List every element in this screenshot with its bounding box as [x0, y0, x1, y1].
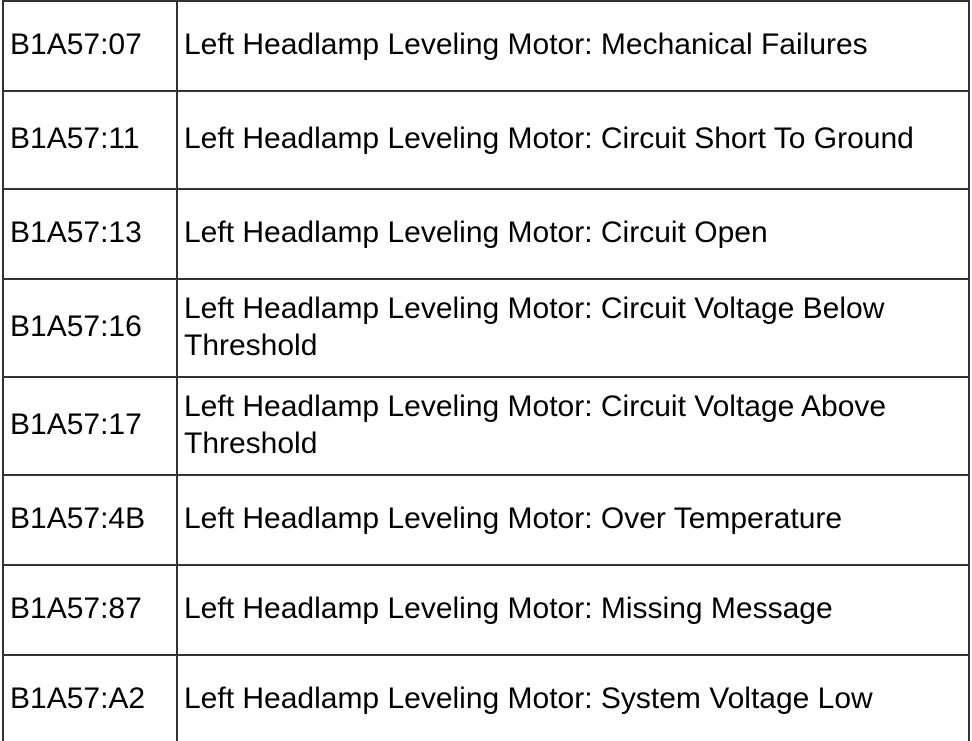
dtc-code: B1A57:07	[3, 1, 177, 91]
dtc-code: B1A57:16	[3, 279, 177, 377]
table-row	[3, 279, 969, 377]
dtc-description: Left Headlamp Leveling Motor: Circuit Open	[177, 189, 969, 279]
dtc-code: B1A57:4B	[3, 475, 177, 565]
table-row	[3, 475, 969, 565]
dtc-code: B1A57:A2	[3, 655, 177, 741]
dtc-code: B1A57:87	[3, 565, 177, 655]
dtc-description: Left Headlamp Leveling Motor: Circuit Short To Ground	[177, 91, 969, 189]
dtc-table-body	[3, 0, 969, 741]
table-row	[3, 91, 969, 189]
dtc-description: Left Headlamp Leveling Motor: Circuit Voltage Above Threshold	[177, 377, 969, 475]
dtc-description: Left Headlamp Leveling Motor: Mechanical Failures	[177, 1, 969, 91]
table-row	[3, 377, 969, 475]
dtc-description: Left Headlamp Leveling Motor: Circuit Voltage Below Threshold	[177, 279, 969, 377]
dtc-code-table	[2, 0, 970, 741]
dtc-description: Left Headlamp Leveling Motor: Over Temperature	[177, 475, 969, 565]
dtc-code: B1A57:17	[3, 377, 177, 475]
dtc-code: B1A57:11	[3, 91, 177, 189]
table-row	[3, 655, 969, 741]
dtc-code: B1A57:13	[3, 189, 177, 279]
dtc-description: Left Headlamp Leveling Motor: Missing Message	[177, 565, 969, 655]
table-row	[3, 189, 969, 279]
table-row	[3, 1, 969, 91]
dtc-description: Left Headlamp Leveling Motor: System Voltage Low	[177, 655, 969, 741]
table-row	[3, 565, 969, 655]
